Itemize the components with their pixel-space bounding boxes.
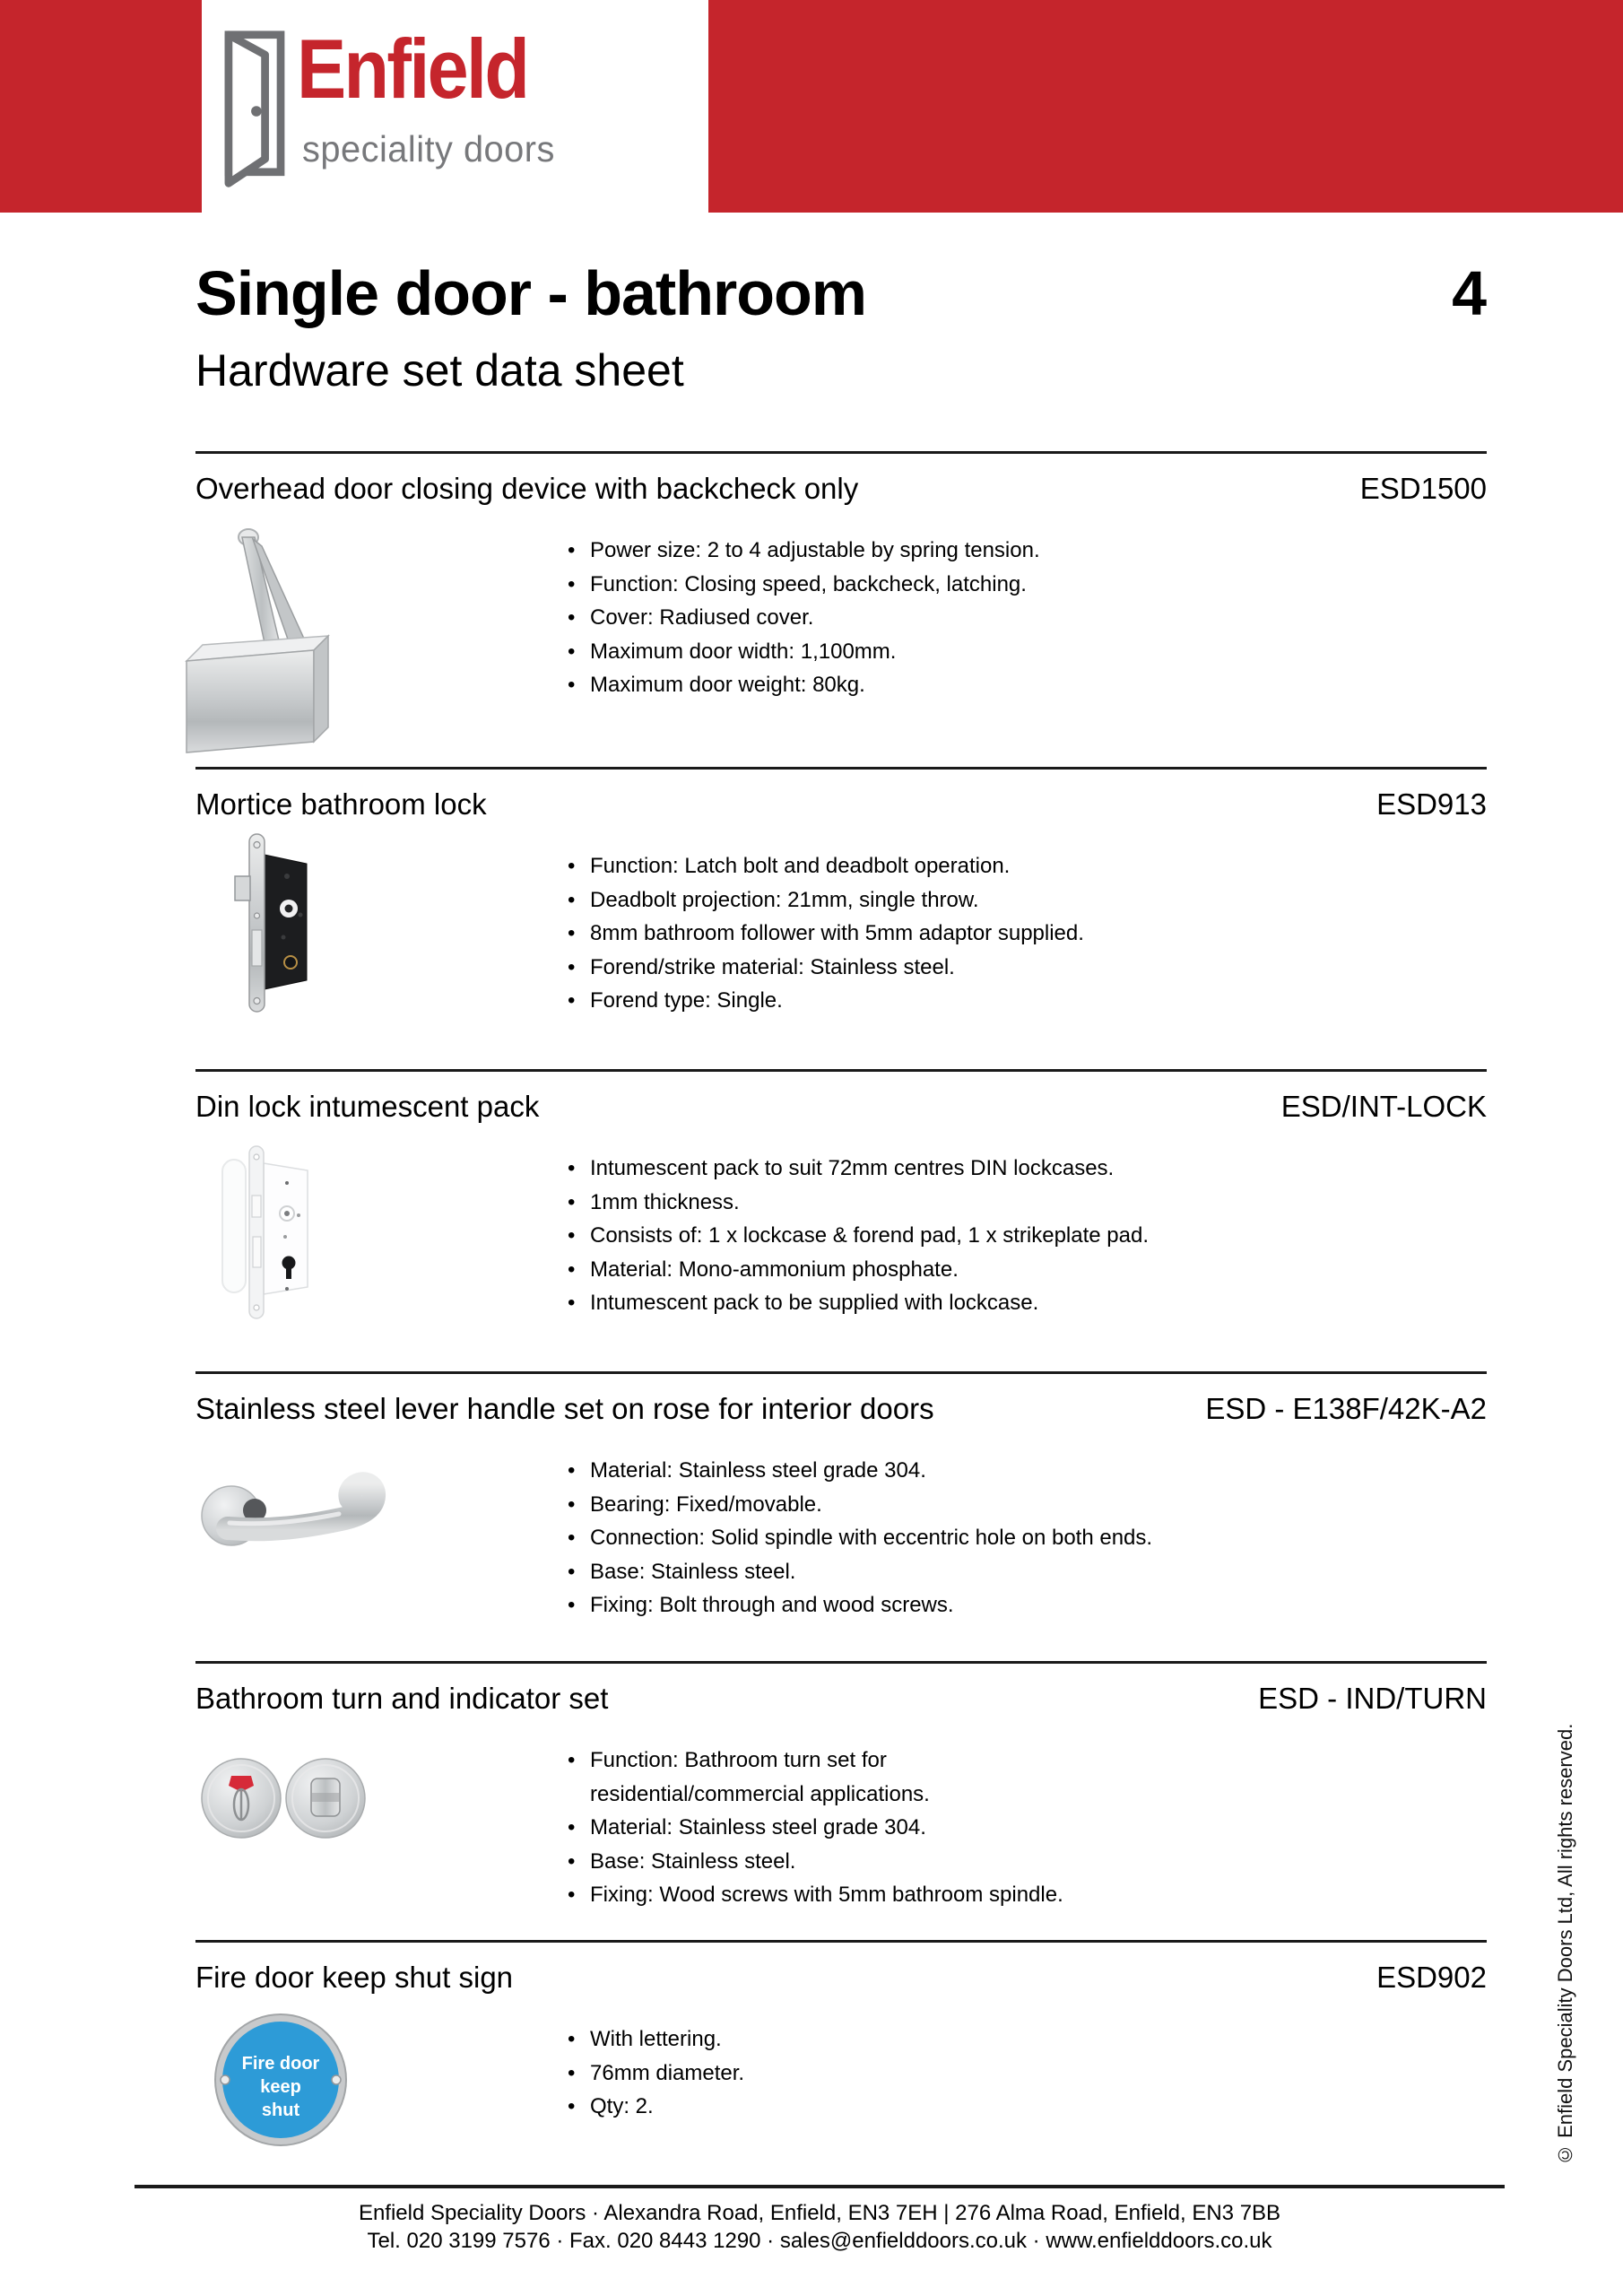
fire-door-sign-image — [213, 2013, 348, 2147]
bullet-item: • 1mm thickness. — [568, 1186, 1149, 1220]
bullet-item: • Base: Stainless steel. — [568, 1845, 1063, 1879]
bullet-item: • Fixing: Bolt through and wood screws. — [568, 1588, 1152, 1622]
bullet-item: • Base: Stainless steel. — [568, 1555, 1152, 1589]
section-title: Fire door keep shut sign — [195, 1961, 514, 1994]
product-code: ESD1500 — [1359, 472, 1487, 505]
page-number: 4 — [1452, 258, 1487, 328]
section-divider — [195, 1940, 1487, 1943]
section-divider — [195, 1069, 1487, 1072]
feature-list — [568, 1454, 1152, 1622]
bullet-item: • Forend/strike material: Stainless steel. — [568, 951, 1084, 985]
bullet-item: • Deadbolt projection: 21mm, single throw. — [568, 883, 1084, 918]
title-row — [195, 258, 1487, 328]
lever-handle-image — [188, 1471, 395, 1561]
footer-divider — [135, 2185, 1505, 2188]
bullet-item: • Maximum door width: 1,100mm. — [568, 635, 1040, 669]
product-code: ESD/INT-LOCK — [1280, 1090, 1487, 1123]
bullet-item: • 8mm bathroom follower with 5mm adaptor supplied. — [568, 917, 1084, 951]
bullet-item: • Fixing: Wood screws with 5mm bathroom spindle. — [568, 1878, 1063, 1912]
section-divider — [195, 1661, 1487, 1664]
sign-line-2: keep — [260, 2077, 301, 2097]
feature-list — [568, 534, 1040, 702]
brand-tagline: speciality doors — [302, 128, 555, 170]
footer-address: Enfield Speciality Doors · Alexandra Road, Enfield, EN3 7EH | 276 Alma Road, Enfield, EN3 7BB — [358, 2201, 1281, 2225]
bullet-item: • Forend type: Single. — [568, 984, 1084, 1018]
footer-contacts: Tel. 020 3199 7576 · Fax. 020 8443 1290 · sales@enfielddoors.co.uk · www.enfielddoors.co.uk — [367, 2229, 1272, 2253]
page-title: Single door - bathroom — [195, 258, 866, 328]
intumescent-pack-image — [215, 1144, 314, 1323]
section-title: Mortice bathroom lock — [195, 787, 487, 821]
brand-name: Enfield — [297, 22, 528, 116]
bullet-item: • Material: Stainless steel grade 304. — [568, 1454, 1152, 1488]
product-code: ESD - IND/TURN — [1258, 1682, 1487, 1715]
section-divider — [195, 767, 1487, 770]
header-banner — [0, 0, 1623, 213]
bullet-item: • Intumescent pack to suit 72mm centres DIN lockcases. — [568, 1152, 1149, 1186]
bullet-item: • Connection: Solid spindle with eccentric hole on both ends. — [568, 1521, 1152, 1555]
bullet-item: • Material: Stainless steel grade 304. — [568, 1811, 1063, 1845]
section-divider — [195, 1371, 1487, 1374]
bullet-item: • Maximum door weight: 80kg. — [568, 668, 1040, 702]
bullet-item: • Function: Latch bolt and deadbolt operation. — [568, 849, 1084, 883]
product-code: ESD902 — [1376, 1961, 1487, 1994]
section-title: Bathroom turn and indicator set — [195, 1682, 609, 1715]
product-code: ESD913 — [1376, 787, 1487, 821]
bullet-item: • With lettering. — [568, 2022, 744, 2057]
section-title: Din lock intumescent pack — [195, 1090, 540, 1123]
sign-line-1: Fire door — [241, 2054, 320, 2074]
door-closer-image — [178, 525, 330, 767]
bullet-item: • Function: Closing speed, backcheck, latching. — [568, 568, 1040, 602]
feature-list — [568, 1744, 1063, 1912]
bullet-item: • 76mm diameter. — [568, 2057, 744, 2091]
company-logo — [202, 0, 708, 213]
page-subtitle: Hardware set data sheet — [195, 345, 684, 396]
bullet-item: • Function: Bathroom turn set for residential/commercial applications. — [568, 1744, 976, 1811]
bullet-item: • Power size: 2 to 4 adjustable by spring tension. — [568, 534, 1040, 568]
section-title: Overhead door closing device with backcheck only — [195, 472, 859, 505]
bullet-item: • Intumescent pack to be supplied with lockcase. — [568, 1286, 1149, 1320]
bathroom-turn-indicator-image — [199, 1753, 369, 1843]
bullet-item: • Material: Mono-ammonium phosphate. — [568, 1253, 1149, 1287]
feature-list — [568, 1152, 1149, 1320]
footer — [135, 2199, 1505, 2255]
mortice-lock-image — [224, 830, 314, 1018]
bullet-item: • Bearing: Fixed/movable. — [568, 1488, 1152, 1522]
product-code: ESD - E138F/42K-A2 — [1205, 1392, 1487, 1425]
bullet-item: • Qty: 2. — [568, 2090, 744, 2124]
feature-list — [568, 2022, 744, 2124]
section-title: Stainless steel lever handle set on rose for interior doors — [195, 1392, 934, 1425]
feature-list — [568, 849, 1084, 1018]
open-door-icon — [214, 29, 293, 194]
bullet-item: • Consists of: 1 x lockcase & forend pad, 1 x strikeplate pad. — [568, 1219, 1149, 1253]
sign-line-3: shut — [261, 2100, 300, 2120]
section-divider — [195, 451, 1487, 454]
copyright-note: © Enfield Speciality Doors Ltd, All rights reserved. — [1554, 1723, 1576, 2166]
bullet-item: • Cover: Radiused cover. — [568, 601, 1040, 635]
